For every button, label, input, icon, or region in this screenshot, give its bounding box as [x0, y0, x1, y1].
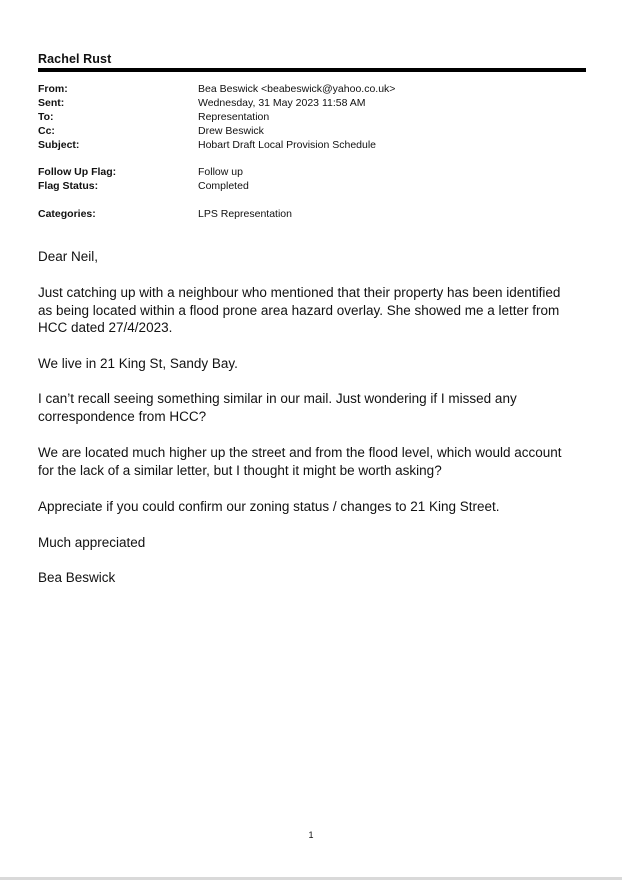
- page-number: 1: [308, 830, 314, 840]
- body-paragraph-2: We live in 21 King St, Sandy Bay.: [38, 356, 238, 371]
- header-divider: [38, 68, 586, 72]
- to-value: Representation: [198, 111, 270, 123]
- flag-status-label: Flag Status:: [38, 180, 99, 192]
- signature: Bea Beswick: [38, 570, 116, 585]
- body-paragraph-6: Much appreciated: [38, 535, 146, 550]
- header-row-subject: [38, 138, 586, 152]
- body-paragraph-4: We are located much higher up the street and from the flood level, which would account for the lack of a similar letter, but I thought it might be worth asking?: [38, 445, 562, 478]
- header-row-follow-up-flag: [38, 165, 586, 179]
- cc-value: Drew Beswick: [198, 125, 264, 137]
- flag-status-value: Completed: [198, 180, 249, 192]
- header-row-cc: [38, 124, 586, 138]
- categories-value: LPS Representation: [198, 208, 292, 220]
- body-paragraph-5: Appreciate if you could confirm our zoning status / changes to 21 King Street.: [38, 499, 500, 514]
- header-row-to: [38, 110, 586, 124]
- categories-label: Categories:: [38, 208, 96, 220]
- follow-up-flag-value: Follow up: [198, 166, 243, 178]
- header-row-flag-status: [38, 179, 586, 193]
- body-paragraph-1: Just catching up with a neighbour who mentioned that their property has been identified as being located within a flood prone area hazard overlay. She showed me a letter from HCC dated 27/4/2023.: [38, 285, 561, 335]
- cc-label: Cc:: [38, 125, 55, 137]
- header-row-sent: [38, 96, 586, 110]
- greeting: Dear Neil,: [38, 249, 99, 264]
- from-value: Bea Beswick <beabeswick@yahoo.co.uk>: [198, 83, 396, 95]
- from-label: From:: [38, 83, 68, 95]
- body-paragraph-3: I can’t recall seeing something similar in our mail. Just wondering if I missed any correspondence from HCC?: [38, 391, 517, 424]
- subject-label: Subject:: [38, 139, 80, 151]
- mailbox-owner-name: Rachel Rust: [38, 52, 112, 66]
- header-row-from: [38, 82, 586, 96]
- sent-label: Sent:: [38, 97, 65, 109]
- follow-up-flag-label: Follow Up Flag:: [38, 166, 117, 178]
- to-label: To:: [38, 111, 54, 123]
- header-row-categories: [38, 207, 586, 221]
- subject-value: Hobart Draft Local Provision Schedule: [198, 139, 377, 151]
- sent-value: Wednesday, 31 May 2023 11:58 AM: [198, 97, 366, 109]
